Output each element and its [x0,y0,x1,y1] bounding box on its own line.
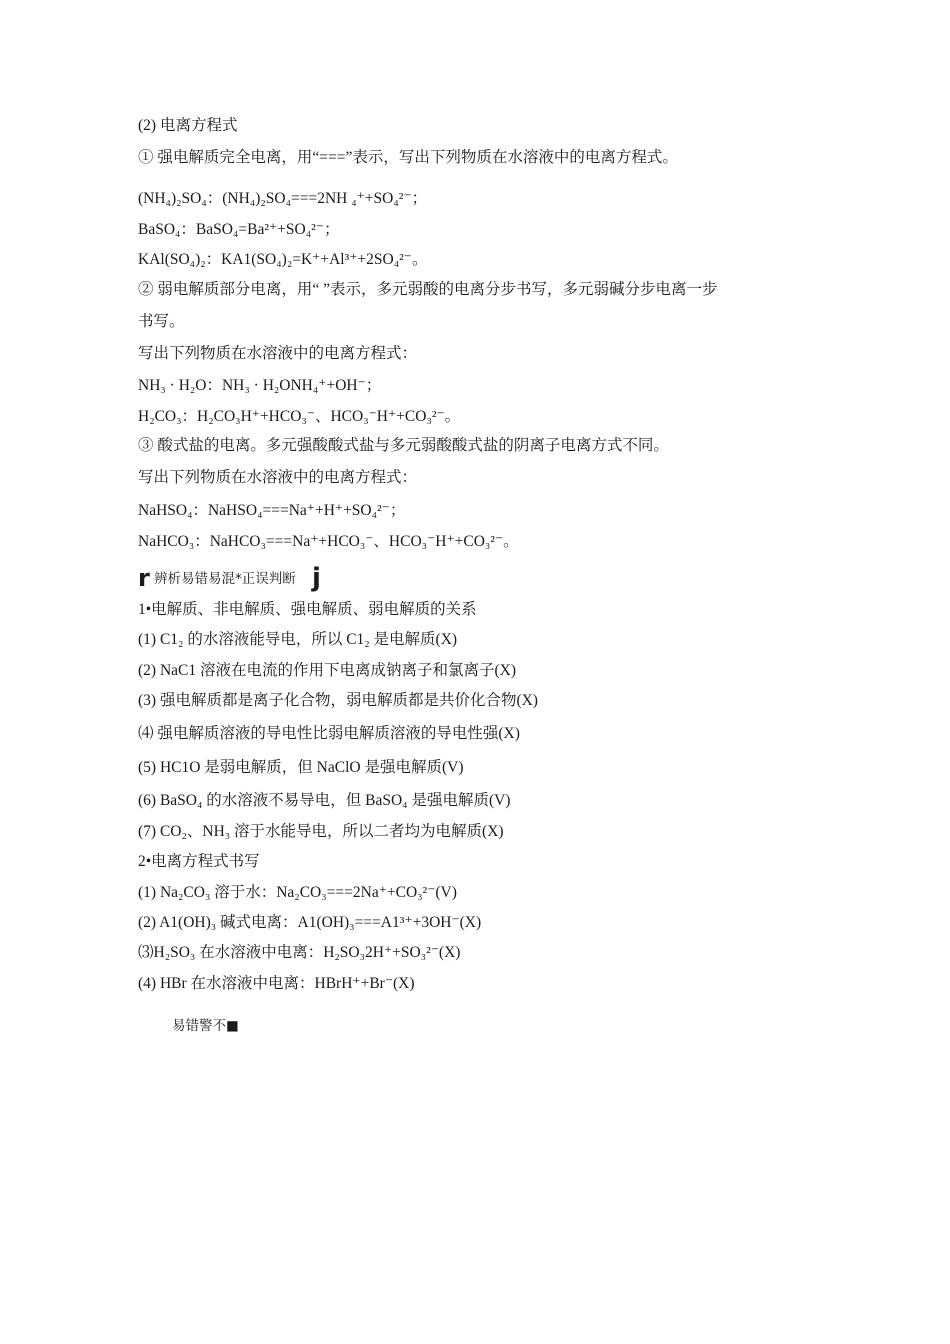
equation-line: NaHSO₄：NaHSO₄===Na⁺+H⁺+SO₄²⁻； [138,502,406,519]
equation-line: (NH₄)₂SO₄：(NH₄)₂SO₄===2NH ₄⁺+SO₄²⁻； [138,190,428,207]
equation-line: NH₃ · H₂O：NH₃ · H₂ONH₄⁺+OH⁻； [138,377,382,394]
section-bracket-right: j [312,563,321,593]
judgment-item: (1) C1₂ 的水溶液能导电，所以 C1₂ 是电解质(X) [138,631,458,648]
judgment-item: ⑷ 强电解质溶液的导电性比弱电解质溶液的导电性强(X) [138,725,520,742]
equation-line: KAl(SO₄)₂：KA1(SO₄)₂=K⁺+Al³⁺+2SO₄²⁻。 [138,251,428,268]
judgment-item: (5) HC1O 是弱电解质，但 NaClO 是强电解质(V) [138,759,464,776]
equation-line: H₂CO₃：H₂CO₃H⁺+HCO₃⁻、HCO₃⁻H⁺+CO₃²⁻。 [138,408,461,425]
section-bracket-left: r [138,564,150,592]
section-header [138,565,328,593]
subsection-heading: 2•电离方程式书写 [138,853,260,870]
strong-electrolyte-rule: ① 强电解质完全电离，用“===”表示，写出下列物质在水溶液中的电离方程式。 [138,149,678,166]
judgment-item: (4) HBr 在水溶液中电离：HBrH⁺+Br⁻(X) [138,975,415,992]
judgment-item: (3) 强电解质都是离子化合物，弱电解质都是共价化合物(X) [138,692,538,709]
judgment-item: (7) CO₂、NH₃ 溶于水能导电，所以二者均为电解质(X) [138,823,504,840]
footer-note: 易错警不■ [172,1018,239,1034]
judgment-item: (6) BaSO₄ 的水溶液不易导电，但 BaSO₄ 是强电解质(V) [138,792,511,809]
weak-electrolyte-rule-cont: 书写。 [138,313,185,330]
subsection-heading: 1•电解质、非电解质、强电解质、弱电解质的关系 [138,601,477,618]
judgment-item: (2) A1(OH)₃ 碱式电离：A1(OH)₃===A1³⁺+3OH⁻(X) [138,914,482,931]
heading-ionization-equation: (2) 电离方程式 [138,117,238,134]
instruction-line: 写出下列物质在水溶液中的电离方程式： [138,469,418,486]
equation-line: NaHCO₃：NaHCO₃===Na⁺+HCO₃⁻、HCO₃⁻H⁺+CO₃²⁻。 [138,533,519,550]
weak-electrolyte-rule: ② 弱电解质部分电离，用“ ”表示，多元弱酸的电离分步书写，多元弱碱分步电离一步 [138,281,718,298]
judgment-item: (2) NaC1 溶液在电流的作用下电离成钠离子和氯离子(X) [138,662,517,679]
acid-salt-rule: ③ 酸式盐的电离。多元强酸酸式盐与多元弱酸酸式盐的阴离子电离方式不同。 [138,437,669,454]
judgment-item: ⑶H₂SO₃ 在水溶液中电离：H₂SO₃2H⁺+SO₃²⁻(X) [138,944,461,961]
judgment-item: (1) Na₂CO₃ 溶于水：Na₂CO₃===2Na⁺+CO₃²⁻(V) [138,884,457,901]
section-title: 辨析易错易混*正误判断 [154,571,296,587]
equation-line: BaSO₄：BaSO₄=Ba²⁺+SO₄²⁻； [138,221,340,238]
instruction-line: 写出下列物质在水溶液中的电离方程式： [138,345,418,362]
